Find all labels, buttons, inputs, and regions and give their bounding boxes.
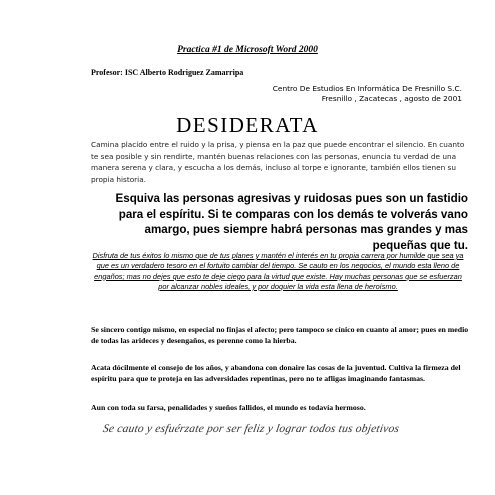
bold-paragraph: Esquiva las personas agresivas y ruidosas pues son un fastidio para el espíritu. Si te comparas con los demás te volverás vano amargo, pues siempre habrá personas mas grandes y mas pequeñas que tu.: [115, 192, 468, 252]
institution-block: [273, 84, 462, 104]
italic-underlined-paragraph: Disfruta de tus éxitos lo mismo que de tus planes y mantén el interés en tu propia carrera por humilde que sea ya que es un verdadero tesoro en el fortuito cambiar del tiempo. Se cauto en los negocios, el mundo esta lleno de engaños; mas no dejes que esto te deje ciego para la virtud que existe. Hay muchas personas que se esfuerzan por alcanzar nobles ideales, y por doquier la vida esta llena de heroísmo.: [92, 251, 464, 291]
poem-heading: DESIDERATA: [176, 113, 319, 137]
advice-paragraph: Acata dócilmente el consejo de los años, y abandona con donaire las cosas de la juventud. Cultiva la firmeza del espíritu para que te proteja en las adversidades repentinas, pero no te afligas imaginando fantasmas.: [91, 363, 461, 383]
institution-name: Centro De Estudios En Informática De Fresnillo S.C.: [272, 84, 462, 93]
world-paragraph: Aun con toda su farsa, penalidades y sueños fallidos, el mundo es todavía hermoso.: [91, 403, 366, 412]
intro-paragraph: Camina placido entre el ruido y la prisa, y piensa en la paz que puede encontrar el silencio. En cuanto te sea posible y sin rendirte, mantén buenas relaciones con las personas, enuncia tu verdad de una manera serena y clara, y escucha a los demás, incluso al torpe e ignorante, también ellos tienen su propia historia.: [91, 140, 465, 184]
place-date: Fresnillo , Zacatecas , agosto de 2001: [321, 94, 462, 103]
document-title: Practica #1 de Microsoft Word 2000: [177, 45, 318, 55]
closing-line: Se cauto y esfuérzate por ser feliz y lograr todos tus objetivos: [101, 423, 401, 435]
teacher-line: Profesor: ISC Alberto Rodriguez Zamarripa: [91, 68, 244, 77]
sincere-paragraph: Se sincero contigo mismo, en especial no finjas el afecto; pero tampoco se cínico en cuanto al amor; pues en medio de todas las arideces y desengaños, es perenne como la hierba.: [91, 325, 469, 345]
